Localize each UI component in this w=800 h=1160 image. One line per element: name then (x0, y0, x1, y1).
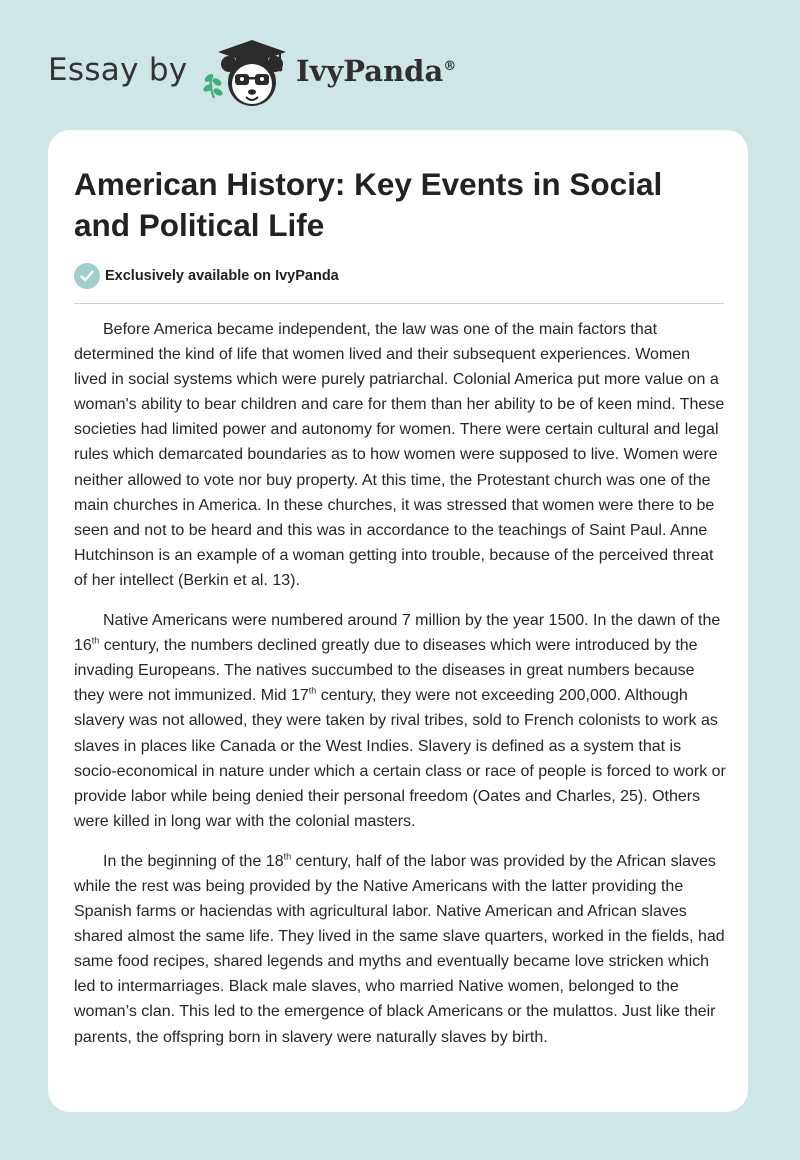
brand-name[interactable] (296, 54, 456, 88)
exclusive-badge (74, 263, 339, 289)
check-circle-icon (74, 263, 100, 289)
exclusive-badge-text: Exclusively available on IvyPanda (105, 268, 339, 284)
essay-card (48, 130, 748, 1112)
ordinal-suffix: th (308, 685, 317, 696)
ordinal-suffix: th (91, 635, 100, 646)
paragraph-1: Before America became independent, the law was one of the main factors that determined the kind of life that women lived and their subsequent experiences. Women lived in social systems which were purely patriarchal. Colonial America put more value on a woman's ability to bear children and care for them than her ability to be of keen mind. These societies had limited power and autonomy for women. There were certain cultural and legal rules which demarcated boundaries as to how women were supposed to live. Women were neither allowed to vote nor buy property. At this time, the Protestant church was one of the main churches in America. In these churches, it was stressed that women were there to be seen and not to be heard and this was in accordance to the teachings of Saint Paul. Anne Hutchinson is an example of a woman getting into trouble, because of the perceived threat of her intellect (Berkin et al. 13). (74, 321, 725, 589)
paragraph-2-part-2: century, the numbers declined greatly due to diseases which were introduced by the invading Europeans. The natives succumbed to the diseases in great numbers because they were not immunized. Mid 17 (74, 637, 698, 705)
paragraph-3-part-2: century, half of the labor was provided by the African slaves while the rest was being provided by the Native Americans with the latter providing the Spanish farms or haciendas with agricultural labor. Native American and African slaves shared almost the same life. They lived in the same slave quarters, worked in the fields, had same food recipes, shared legends and myths and eventually became love stricken which led to intermarriages. Black male slaves, who married Native women, belonged to the woman’s clan. This led to the emergence of black Americans or the mulattos. Just like their parents, the offspring born in slavery were naturally slaves by birth. (74, 852, 725, 1046)
panda-graduate-icon[interactable] (200, 36, 294, 110)
paragraph-2-part-3: century, they were not exceeding 200,000. Although slavery was not allowed, they were taken by rival tribes, sold to French colonists to work as slaves in places like Canada or the West Indies. Slavery is defined as a system that is socio-economical in nature under which a certain class or race of people is forced to work or provide labor while being denied their personal freedom (Oates and Charles, 25). Others were killed in long war with the colonial masters. (74, 687, 726, 830)
paragraph-3-part-1: In the beginning of the 18 (103, 852, 284, 870)
paragraph-3 (74, 849, 726, 1050)
essay-by-label: Essay by (48, 52, 188, 88)
essay-body (74, 317, 726, 1065)
registered-mark: ® (443, 59, 457, 74)
ordinal-suffix: th (283, 851, 292, 862)
paragraph-2-part-1: Native Americans were numbered around 7 million by the year 1500. In the dawn of the 16 (74, 612, 721, 655)
paragraph-2 (74, 608, 726, 834)
divider (74, 303, 724, 304)
essay-title: American History: Key Events in Social and Political Life (74, 166, 663, 243)
brand-label: IvyPanda (296, 54, 444, 88)
site-header (0, 0, 800, 130)
